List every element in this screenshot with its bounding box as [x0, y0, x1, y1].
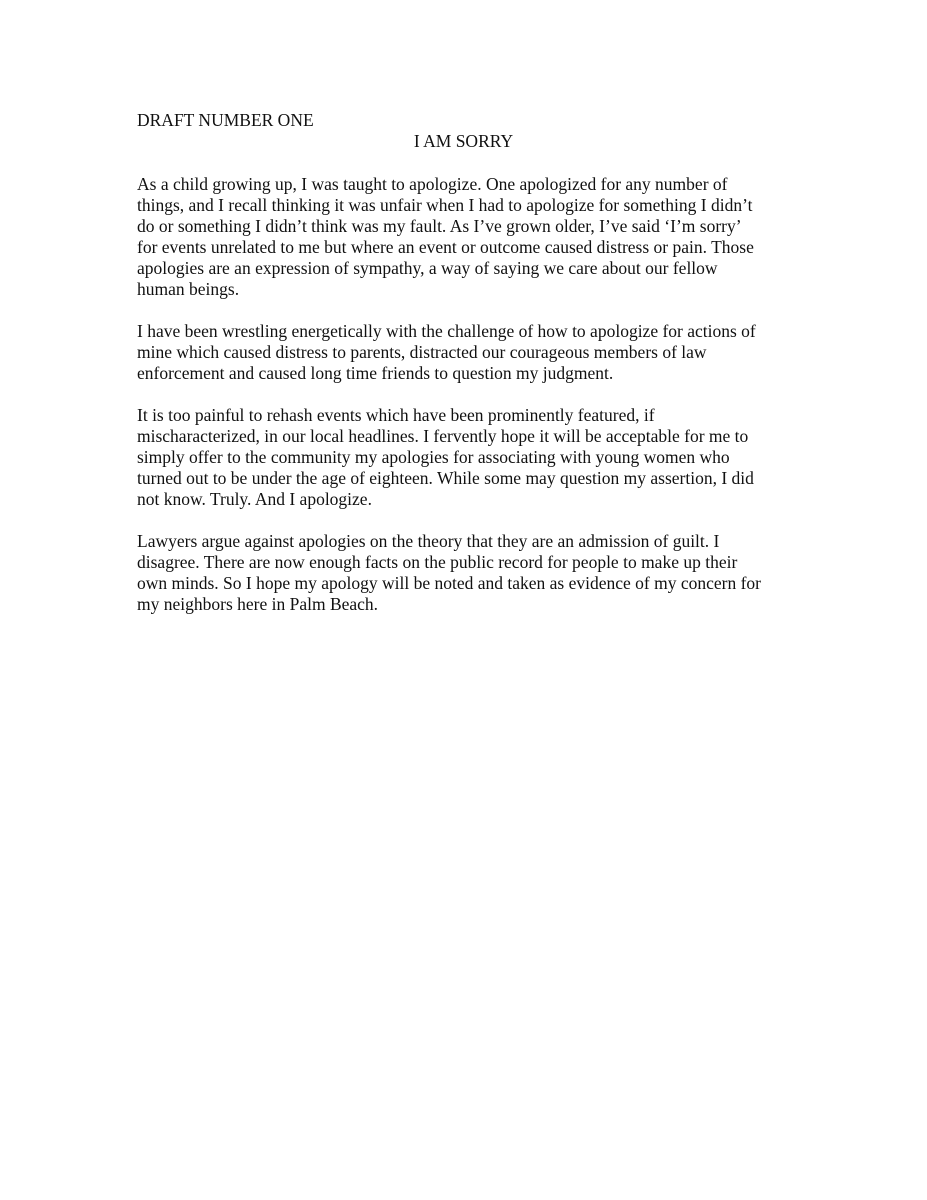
- document-title: [0, 130, 927, 152]
- paragraph-line: for events unrelated to me but where an event or outcome caused distress or pain. Those: [137, 237, 754, 257]
- document-body: [137, 174, 797, 636]
- paragraph-line: simply offer to the community my apologies for associating with young women who: [137, 447, 730, 467]
- paragraph-line: mine which caused distress to parents, distracted our courageous members of law: [137, 342, 707, 362]
- paragraph-line: own minds. So I hope my apology will be noted and taken as evidence of my concern for: [137, 573, 762, 593]
- paragraph-line: apologies are an expression of sympathy, a way of saying we care about our fellow: [137, 258, 718, 278]
- paragraph-line: disagree. There are now enough facts on the public record for people to make up their: [137, 552, 738, 572]
- document-title-text: I AM SORRY: [413, 131, 514, 151]
- paragraph-line: things, and I recall thinking it was unfair when I had to apologize for something I didn’t: [137, 195, 753, 215]
- paragraph-line: It is too painful to rehash events which have been prominently featured, if: [137, 405, 655, 425]
- paragraph-line: do or something I didn’t think was my fault. As I’ve grown older, I’ve said ‘I’m sorry’: [137, 216, 742, 236]
- paragraph-line: not know. Truly. And I apologize.: [137, 489, 372, 509]
- paragraph-line: I have been wrestling energetically with the challenge of how to apologize for actions of: [137, 321, 756, 341]
- paragraph-4: [137, 531, 797, 615]
- paragraph-line: turned out to be under the age of eighteen. While some may question my assertion, I did: [137, 468, 754, 488]
- paragraph-line: mischaracterized, in our local headlines. I fervently hope it will be acceptable for me to: [137, 426, 749, 446]
- draft-label: DRAFT NUMBER ONE: [137, 110, 314, 130]
- paragraph-line: enforcement and caused long time friends to question my judgment.: [137, 363, 614, 383]
- paragraph-3: [137, 405, 797, 510]
- paragraph-1: [137, 174, 797, 300]
- paragraph-line: my neighbors here in Palm Beach.: [137, 594, 379, 614]
- paragraph-line: Lawyers argue against apologies on the theory that they are an admission of guilt. I: [137, 531, 720, 551]
- paragraph-line: As a child growing up, I was taught to apologize. One apologized for any number of: [137, 174, 728, 194]
- paragraph-2: [137, 321, 797, 384]
- paragraph-line: human beings.: [137, 279, 240, 299]
